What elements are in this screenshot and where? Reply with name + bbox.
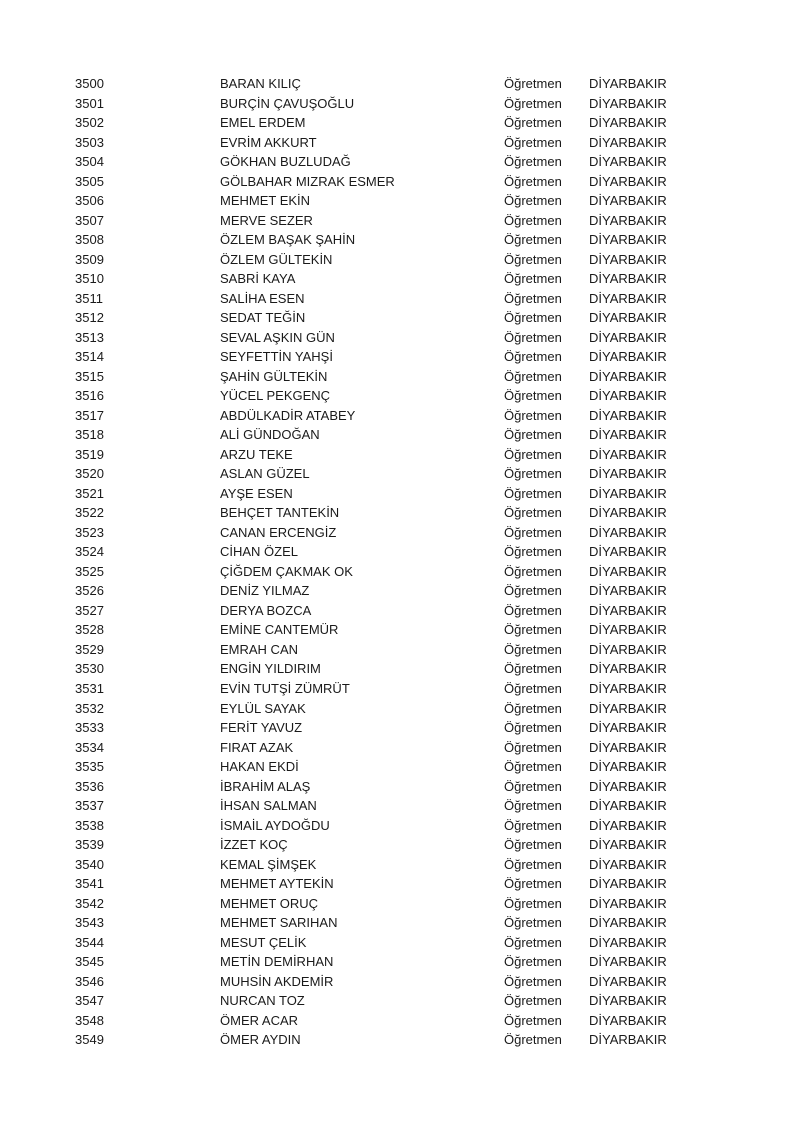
row-role: Öğretmen	[504, 310, 562, 326]
row-name: İSMAİL AYDOĞDU	[220, 817, 330, 833]
row-number: 3549	[75, 1032, 104, 1048]
row-city: DİYARBAKIR	[589, 739, 667, 755]
row-name: HAKAN EKDİ	[220, 759, 299, 775]
row-role: Öğretmen	[504, 193, 562, 209]
row-role: Öğretmen	[504, 134, 562, 150]
row-role: Öğretmen	[504, 837, 562, 853]
row-city: DİYARBAKIR	[589, 388, 667, 404]
row-name: MEHMET ORUÇ	[220, 895, 318, 911]
row-role: Öğretmen	[504, 290, 562, 306]
row-city: DİYARBAKIR	[589, 641, 667, 657]
row-name: MEHMET EKİN	[220, 193, 311, 209]
row-city: DİYARBAKIR	[589, 115, 667, 131]
row-city: DİYARBAKIR	[589, 485, 667, 501]
table-row	[0, 133, 800, 153]
row-role: Öğretmen	[504, 329, 562, 345]
row-city: DİYARBAKIR	[589, 973, 667, 989]
row-name: BARAN KILIÇ	[220, 76, 301, 91]
row-name: ABDÜLKADİR ATABEY	[220, 407, 356, 423]
row-name: ÇİĞDEM ÇAKMAK OK	[220, 563, 353, 579]
row-name: ÖMER ACAR	[220, 1012, 299, 1028]
row-name: KEMAL ŞİMŞEK	[220, 856, 317, 872]
row-number: 3522	[75, 505, 104, 521]
row-number: 3519	[75, 446, 104, 462]
row-city: DİYARBAKIR	[589, 759, 667, 775]
row-city: DİYARBAKIR	[589, 466, 667, 482]
row-number: 3512	[75, 310, 104, 326]
row-number: 3520	[75, 466, 104, 482]
table-row	[0, 718, 800, 738]
row-name: NURCAN TOZ	[220, 993, 305, 1009]
row-number: 3510	[75, 271, 104, 287]
row-city: DİYARBAKIR	[589, 134, 667, 150]
row-role: Öğretmen	[504, 368, 562, 384]
row-name: ÖZLEM GÜLTEKİN	[220, 251, 333, 267]
row-role: Öğretmen	[504, 1012, 562, 1028]
row-name: DENİZ YILMAZ	[220, 583, 310, 599]
row-number: 3547	[75, 993, 104, 1009]
row-role: Öğretmen	[504, 76, 562, 91]
table-row	[0, 1030, 800, 1050]
row-number: 3546	[75, 973, 104, 989]
document-table	[0, 74, 800, 1050]
row-name: MEHMET SARIHAN	[220, 915, 338, 931]
row-name: EMİNE CANTEMÜR	[220, 622, 339, 638]
table-row	[0, 503, 800, 523]
row-role: Öğretmen	[504, 778, 562, 794]
table-row	[0, 211, 800, 231]
row-city: DİYARBAKIR	[589, 720, 667, 736]
table-row	[0, 952, 800, 972]
row-name: SEDAT TEĞİN	[220, 310, 306, 326]
table-row	[0, 659, 800, 679]
row-city: DİYARBAKIR	[589, 76, 667, 91]
row-role: Öğretmen	[504, 544, 562, 560]
row-name: EVİN TUTŞİ ZÜMRÜT	[220, 680, 350, 696]
row-name: ÖZLEM BAŞAK ŞAHİN	[220, 232, 356, 248]
row-city: DİYARBAKIR	[589, 212, 667, 228]
table-row	[0, 874, 800, 894]
row-role: Öğretmen	[504, 739, 562, 755]
table-row	[0, 386, 800, 406]
row-number: 3511	[75, 290, 103, 306]
table-row	[0, 699, 800, 719]
table-row	[0, 484, 800, 504]
row-name: FIRAT AZAK	[220, 739, 294, 755]
table-row	[0, 172, 800, 192]
row-name: DERYA BOZCA	[220, 602, 312, 618]
row-role: Öğretmen	[504, 973, 562, 989]
row-city: DİYARBAKIR	[589, 798, 667, 814]
row-city: DİYARBAKIR	[589, 680, 667, 696]
table-row	[0, 269, 800, 289]
row-city: DİYARBAKIR	[589, 290, 667, 306]
table-row	[0, 250, 800, 270]
row-city: DİYARBAKIR	[589, 173, 667, 189]
row-city: DİYARBAKIR	[589, 310, 667, 326]
table-row	[0, 523, 800, 543]
row-role: Öğretmen	[504, 251, 562, 267]
row-role: Öğretmen	[504, 388, 562, 404]
table-row	[0, 620, 800, 640]
table-row	[0, 581, 800, 601]
row-role: Öğretmen	[504, 446, 562, 462]
table-row	[0, 347, 800, 367]
row-role: Öğretmen	[504, 407, 562, 423]
row-number: 3545	[75, 954, 104, 970]
row-name: ŞAHİN GÜLTEKİN	[220, 368, 328, 384]
table-row	[0, 972, 800, 992]
row-role: Öğretmen	[504, 349, 562, 365]
row-name: BEHÇET TANTEKİN	[220, 505, 340, 521]
row-name: GÖLBAHAR MIZRAK ESMER	[220, 173, 395, 189]
row-city: DİYARBAKIR	[589, 817, 667, 833]
row-name: ALİ GÜNDOĞAN	[220, 427, 320, 443]
row-name: MEHMET AYTEKİN	[220, 876, 334, 892]
table-row	[0, 601, 800, 621]
row-number: 3504	[75, 154, 104, 170]
row-city: DİYARBAKIR	[589, 876, 667, 892]
row-role: Öğretmen	[504, 505, 562, 521]
table-row	[0, 835, 800, 855]
row-name: EYLÜL SAYAK	[220, 700, 306, 716]
row-city: DİYARBAKIR	[589, 661, 667, 677]
row-role: Öğretmen	[504, 602, 562, 618]
row-city: DİYARBAKIR	[589, 563, 667, 579]
row-name: SEYFETTİN YAHŞİ	[220, 349, 333, 365]
table-row	[0, 738, 800, 758]
row-city: DİYARBAKIR	[589, 915, 667, 931]
row-number: 3513	[75, 329, 104, 345]
row-city: DİYARBAKIR	[589, 427, 667, 443]
row-number: 3530	[75, 661, 104, 677]
row-city: DİYARBAKIR	[589, 232, 667, 248]
row-role: Öğretmen	[504, 895, 562, 911]
row-city: DİYARBAKIR	[589, 271, 667, 287]
row-name: BURÇİN ÇAVUŞOĞLU	[220, 95, 355, 111]
row-role: Öğretmen	[504, 1032, 562, 1048]
row-number: 3518	[75, 427, 104, 443]
table-row	[0, 777, 800, 797]
row-name: CİHAN ÖZEL	[220, 544, 299, 560]
row-role: Öğretmen	[504, 934, 562, 950]
row-city: DİYARBAKIR	[589, 329, 667, 345]
row-number: 3521	[75, 485, 104, 501]
row-number: 3524	[75, 544, 104, 560]
table-row	[0, 94, 800, 114]
row-name: YÜCEL PEKGENÇ	[220, 388, 331, 404]
table-row	[0, 191, 800, 211]
table-row	[0, 542, 800, 562]
row-name: METİN DEMİRHAN	[220, 954, 334, 970]
row-role: Öğretmen	[504, 173, 562, 189]
row-city: DİYARBAKIR	[589, 993, 667, 1009]
row-city: DİYARBAKIR	[589, 349, 667, 365]
table-row	[0, 289, 800, 309]
row-name: ASLAN GÜZEL	[220, 466, 310, 482]
row-number: 3516	[75, 388, 104, 404]
row-name: FERİT YAVUZ	[220, 720, 303, 736]
row-name: CANAN ERCENGİZ	[220, 524, 337, 540]
row-name: MUHSİN AKDEMİR	[220, 973, 334, 989]
row-number: 3540	[75, 856, 104, 872]
row-number: 3509	[75, 251, 104, 267]
row-role: Öğretmen	[504, 524, 562, 540]
row-number: 3515	[75, 368, 104, 384]
row-city: DİYARBAKIR	[589, 368, 667, 384]
row-role: Öğretmen	[504, 700, 562, 716]
row-city: DİYARBAKIR	[589, 895, 667, 911]
table-row	[0, 445, 800, 465]
row-role: Öğretmen	[504, 271, 562, 287]
row-role: Öğretmen	[504, 759, 562, 775]
table-row	[0, 113, 800, 133]
table-row	[0, 913, 800, 933]
row-name: SEVAL AŞKIN GÜN	[220, 329, 335, 345]
row-name: AYŞE ESEN	[220, 485, 293, 501]
row-role: Öğretmen	[504, 876, 562, 892]
row-number: 3514	[75, 349, 104, 365]
row-number: 3517	[75, 407, 104, 423]
row-name: ÖMER AYDIN	[220, 1032, 301, 1048]
row-city: DİYARBAKIR	[589, 778, 667, 794]
table-row	[0, 991, 800, 1011]
row-number: 3502	[75, 115, 104, 131]
row-role: Öğretmen	[504, 856, 562, 872]
row-city: DİYARBAKIR	[589, 934, 667, 950]
table-row	[0, 894, 800, 914]
row-name: EMRAH CAN	[220, 641, 299, 657]
row-number: 3523	[75, 524, 104, 540]
table-row	[0, 230, 800, 250]
row-city: DİYARBAKIR	[589, 622, 667, 638]
row-number: 3535	[75, 759, 104, 775]
row-number: 3500	[75, 76, 104, 91]
table-row	[0, 933, 800, 953]
row-role: Öğretmen	[504, 212, 562, 228]
table-row	[0, 152, 800, 172]
row-city: DİYARBAKIR	[589, 583, 667, 599]
table-row	[0, 757, 800, 777]
row-number: 3503	[75, 134, 104, 150]
row-role: Öğretmen	[504, 915, 562, 931]
table-row	[0, 640, 800, 660]
row-city: DİYARBAKIR	[589, 193, 667, 209]
row-number: 3536	[75, 778, 104, 794]
row-city: DİYARBAKIR	[589, 95, 667, 111]
row-city: DİYARBAKIR	[589, 154, 667, 170]
row-number: 3526	[75, 583, 104, 599]
row-name: SABRİ KAYA	[220, 271, 296, 287]
row-role: Öğretmen	[504, 954, 562, 970]
row-role: Öğretmen	[504, 154, 562, 170]
table-row	[0, 406, 800, 426]
row-name: EVRİM AKKURT	[220, 134, 317, 150]
table-row	[0, 328, 800, 348]
row-city: DİYARBAKIR	[589, 544, 667, 560]
row-number: 3544	[75, 934, 104, 950]
row-name: MESUT ÇELİK	[220, 934, 307, 950]
table-row	[0, 816, 800, 836]
row-role: Öğretmen	[504, 798, 562, 814]
row-name: ENGİN YILDIRIM	[220, 661, 321, 677]
row-name: GÖKHAN BUZLUDAĞ	[220, 154, 351, 170]
row-number: 3531	[75, 680, 104, 696]
row-city: DİYARBAKIR	[589, 602, 667, 618]
table-row	[0, 679, 800, 699]
row-city: DİYARBAKIR	[589, 954, 667, 970]
row-number: 3543	[75, 915, 104, 931]
row-number: 3532	[75, 700, 104, 716]
row-city: DİYARBAKIR	[589, 1012, 667, 1028]
row-role: Öğretmen	[504, 427, 562, 443]
row-city: DİYARBAKIR	[589, 837, 667, 853]
row-name: İZZET KOÇ	[220, 837, 288, 853]
table-row	[0, 562, 800, 582]
row-city: DİYARBAKIR	[589, 446, 667, 462]
row-number: 3537	[75, 798, 104, 814]
row-role: Öğretmen	[504, 817, 562, 833]
row-name: EMEL ERDEM	[220, 115, 306, 131]
row-name: SALİHA ESEN	[220, 290, 305, 306]
row-number: 3507	[75, 212, 104, 228]
row-number: 3508	[75, 232, 104, 248]
row-city: DİYARBAKIR	[589, 407, 667, 423]
row-role: Öğretmen	[504, 563, 562, 579]
table-row	[0, 425, 800, 445]
row-number: 3529	[75, 641, 104, 657]
row-role: Öğretmen	[504, 622, 562, 638]
row-number: 3501	[75, 95, 104, 111]
table-row	[0, 1011, 800, 1031]
row-role: Öğretmen	[504, 115, 562, 131]
row-number: 3539	[75, 837, 104, 853]
row-city: DİYARBAKIR	[589, 700, 667, 716]
row-number: 3533	[75, 720, 104, 736]
row-number: 3538	[75, 817, 104, 833]
table-row	[0, 855, 800, 875]
row-role: Öğretmen	[504, 680, 562, 696]
row-city: DİYARBAKIR	[589, 856, 667, 872]
row-role: Öğretmen	[504, 232, 562, 248]
row-role: Öğretmen	[504, 720, 562, 736]
row-number: 3505	[75, 173, 104, 189]
row-number: 3548	[75, 1012, 104, 1028]
row-city: DİYARBAKIR	[589, 251, 667, 267]
table-row	[0, 796, 800, 816]
table-row	[0, 308, 800, 328]
table-row	[0, 74, 800, 94]
row-number: 3534	[75, 739, 104, 755]
row-role: Öğretmen	[504, 641, 562, 657]
row-name: İHSAN SALMAN	[220, 798, 317, 814]
row-role: Öğretmen	[504, 95, 562, 111]
row-number: 3528	[75, 622, 104, 638]
row-city: DİYARBAKIR	[589, 505, 667, 521]
row-number: 3542	[75, 895, 104, 911]
row-role: Öğretmen	[504, 466, 562, 482]
row-number: 3525	[75, 563, 104, 579]
row-role: Öğretmen	[504, 993, 562, 1009]
table-row	[0, 464, 800, 484]
row-number: 3541	[75, 876, 104, 892]
table-row	[0, 367, 800, 387]
row-name: İBRAHİM ALAŞ	[220, 778, 311, 794]
row-role: Öğretmen	[504, 661, 562, 677]
row-role: Öğretmen	[504, 583, 562, 599]
row-name: MERVE SEZER	[220, 212, 313, 228]
row-number: 3527	[75, 602, 104, 618]
row-role: Öğretmen	[504, 485, 562, 501]
row-number: 3506	[75, 193, 104, 209]
row-name: ARZU TEKE	[220, 446, 293, 462]
row-city: DİYARBAKIR	[589, 524, 667, 540]
row-city: DİYARBAKIR	[589, 1032, 667, 1048]
